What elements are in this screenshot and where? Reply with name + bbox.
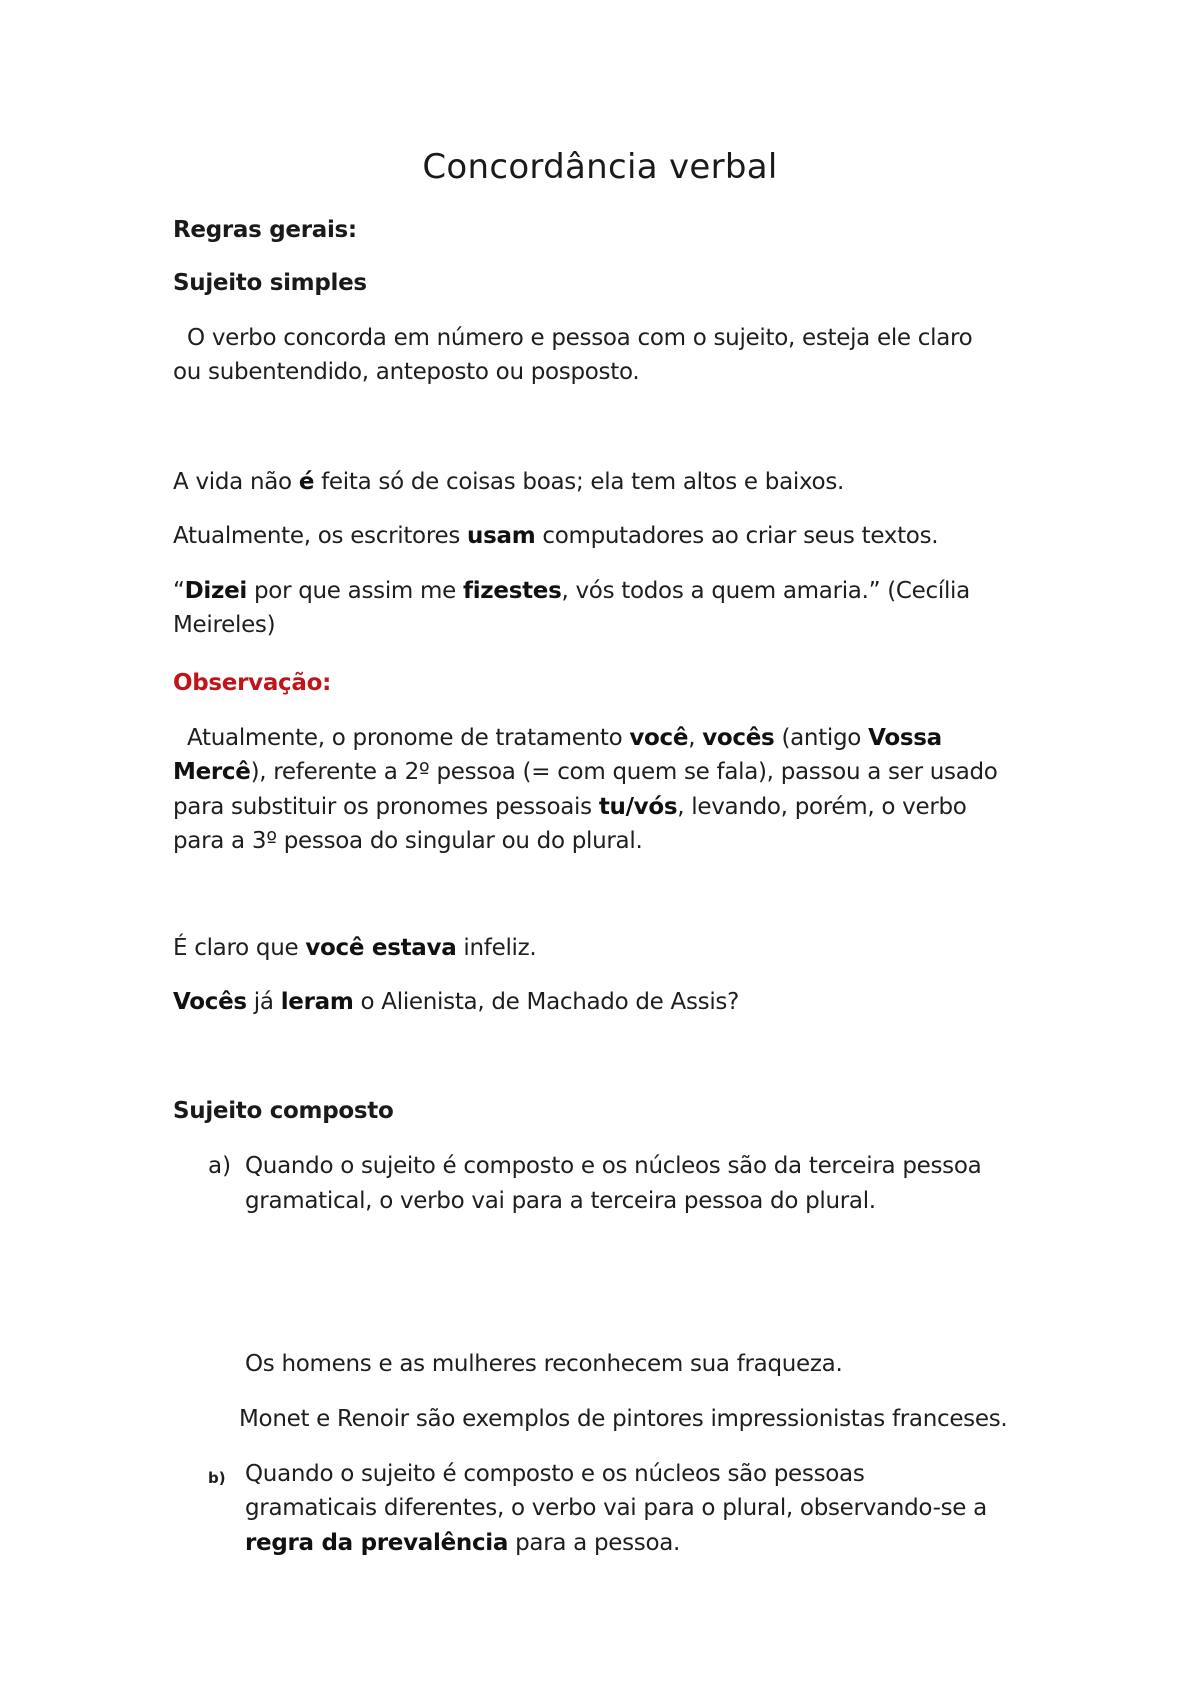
section-heading-regras-gerais: Regras gerais:: [173, 217, 357, 243]
example-text: o Alienista, de Machado de Assis?: [353, 989, 739, 1015]
example-sentence: [173, 519, 1053, 553]
example-subject: Vocês: [173, 989, 247, 1015]
obs-text: ), referente a 2º pessoa (= com quem se fala), passou a ser usado: [250, 759, 998, 785]
example-sentence: [173, 931, 1053, 965]
example-text: feita só de coisas boas; ela tem altos e baixos.: [314, 469, 845, 495]
example-citation: Meireles): [173, 612, 276, 638]
observation-label: Observação:: [173, 670, 332, 696]
obs-text: ,: [688, 725, 703, 751]
example-sentence: Os homens e as mulheres reconhecem sua fraqueza.: [245, 1351, 843, 1377]
rule-b-line: Quando o sujeito é composto e os núcleos são pessoas: [245, 1461, 865, 1487]
obs-bold: Vossa: [868, 725, 942, 751]
example-verb: leram: [280, 989, 354, 1015]
example-verb: você estava: [305, 935, 457, 961]
rule-a-line: Quando o sujeito é composto e os núcleos são da terceira pessoa: [245, 1153, 982, 1179]
list-marker-b: b): [208, 1469, 226, 1487]
rule-a-line: gramatical, o verbo vai para a terceira pessoa do plural.: [245, 1188, 876, 1214]
rule-text: para a pessoa.: [508, 1530, 681, 1556]
example-text: Atualmente, os escritores: [173, 523, 468, 549]
obs-bold: vocês: [702, 725, 775, 751]
obs-bold: Mercê: [173, 759, 251, 785]
example-sentence: [173, 465, 1053, 499]
obs-text: , levando, porém, o verbo: [677, 794, 967, 820]
obs-bold: você: [629, 725, 689, 751]
rule-text-line: ou subentendido, anteposto ou posposto.: [173, 359, 640, 385]
example-sentence: Monet e Renoir são exemplos de pintores impressionistas franceses.: [239, 1406, 1008, 1432]
rule-b-line: gramaticais diferentes, o verbo vai para o plural, observando-se a: [245, 1495, 987, 1521]
list-marker-a: a): [208, 1153, 232, 1179]
rule-text-line: O verbo concorda em número e pessoa com o sujeito, esteja ele claro: [173, 325, 973, 351]
example-verb: fizestes: [463, 578, 562, 604]
example-sentence: [173, 574, 1053, 608]
section-heading-sujeito-simples: Sujeito simples: [173, 270, 367, 296]
example-text: , vós todos a quem amaria.” (Cecília: [561, 578, 970, 604]
section-heading-sujeito-composto: Sujeito composto: [173, 1098, 394, 1124]
obs-bold: tu/vós: [598, 794, 678, 820]
obs-text: (antigo: [774, 725, 869, 751]
example-text: A vida não: [173, 469, 299, 495]
example-verb: é: [298, 469, 315, 495]
quote-mark: “: [173, 578, 185, 604]
example-verb: usam: [467, 523, 536, 549]
example-sentence: [173, 985, 1053, 1019]
example-text: já: [246, 989, 281, 1015]
example-text: infeliz.: [456, 935, 537, 961]
rule-bold: regra da prevalência: [245, 1530, 509, 1556]
obs-text: para substituir os pronomes pessoais: [173, 794, 599, 820]
observation-text-line: [173, 721, 1053, 755]
obs-text: Atualmente, o pronome de tratamento: [173, 725, 630, 751]
observation-text-line: [173, 790, 1053, 824]
observation-text-line: para a 3º pessoa do singular ou do plural.: [173, 828, 643, 854]
example-text: por que assim me: [246, 578, 464, 604]
example-text: É claro que: [173, 935, 306, 961]
example-verb: Dizei: [184, 578, 247, 604]
observation-text-line: [173, 755, 1053, 789]
rule-b-line: [245, 1526, 1065, 1560]
page-title: Concordância verbal: [422, 147, 778, 187]
example-text: computadores ao criar seus textos.: [535, 523, 939, 549]
